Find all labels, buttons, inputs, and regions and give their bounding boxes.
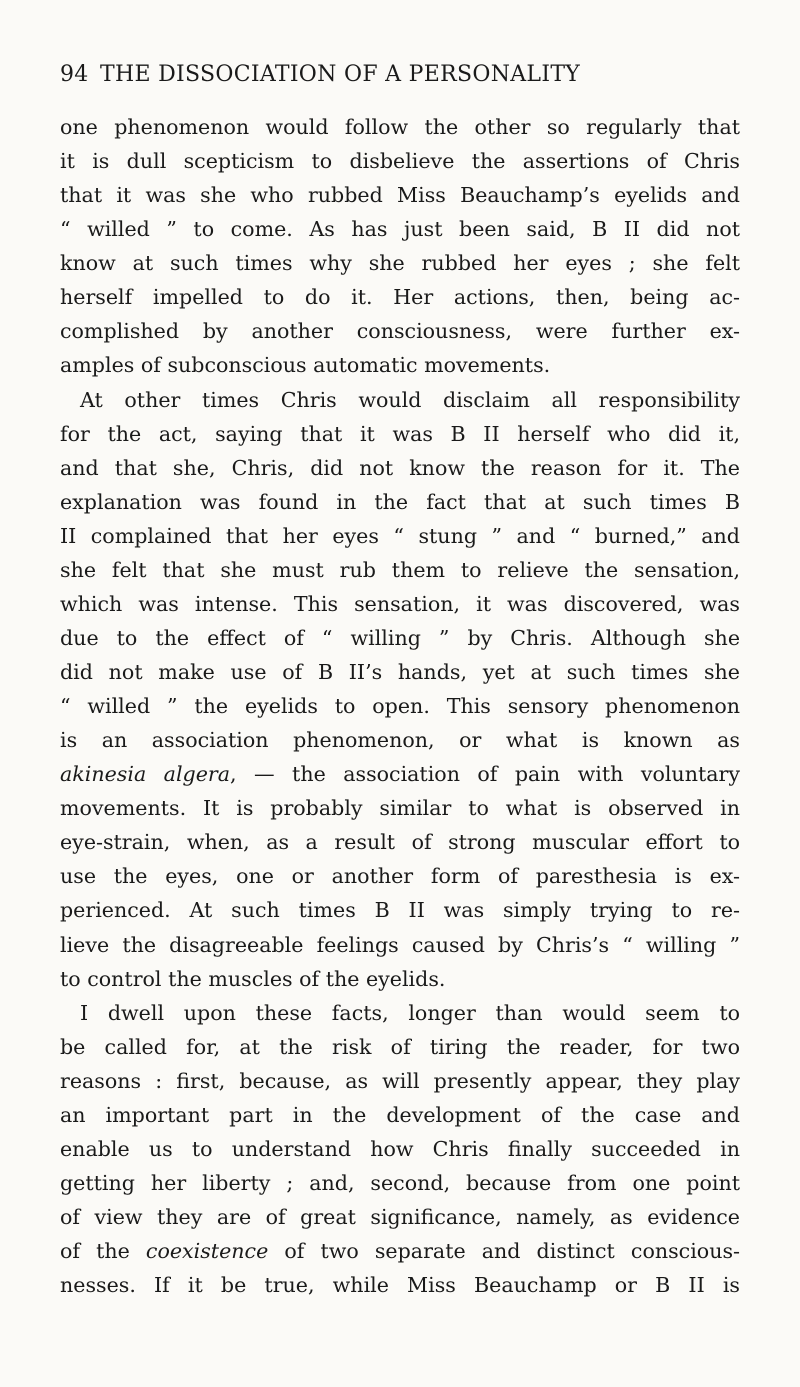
text-line xyxy=(60,144,740,178)
text-line xyxy=(60,485,740,519)
page-number: 94 xyxy=(60,62,89,87)
line-text: is an association phenomenon, or what is known as xyxy=(60,728,740,753)
line-text: to control the muscles of the eyelids. xyxy=(60,966,446,991)
line-text: that it was she who rubbed Miss Beauchamp’s eyelids and xyxy=(60,183,740,208)
line-text: it is dull scepticism to disbelieve the assertions of Chris xyxy=(60,149,740,174)
line-text: eye-strain, when, as a result of strong muscular effort to xyxy=(60,830,740,855)
text-line xyxy=(60,553,740,587)
line-text: enable us to understand how Chris finally succeeded in xyxy=(60,1136,740,1161)
line-text: nesses. If it be true, while Miss Beauchamp or B II is xyxy=(60,1273,740,1298)
line-text: herself impelled to do it. Her actions, then, being ac- xyxy=(60,285,740,310)
line-text: use the eyes, one or another form of paresthesia is ex- xyxy=(60,864,740,889)
italic-term: coexistence xyxy=(145,1239,269,1264)
running-header xyxy=(60,60,740,90)
text-line xyxy=(60,451,740,485)
line-text: explanation was found in the fact that at such times B xyxy=(60,489,740,514)
italic-term: akinesia algera xyxy=(60,762,231,787)
line-text: of the xyxy=(60,1239,146,1264)
text-line xyxy=(60,1064,740,1098)
line-text: At other times Chris would disclaim all responsibility xyxy=(80,387,740,412)
text-line xyxy=(60,1030,740,1064)
text-line xyxy=(60,1166,740,1200)
line-text: amples of subconscious automatic movements. xyxy=(60,353,551,378)
line-text: perienced. At such times B II was simply trying to re- xyxy=(60,898,740,923)
text-line xyxy=(60,928,740,962)
text-line xyxy=(60,110,740,144)
text-line xyxy=(60,655,740,689)
line-text: which was intense. This sensation, it was discovered, was xyxy=(60,591,740,616)
line-text: “ willed ” the eyelids to open. This sensory phenomenon xyxy=(60,694,740,719)
text-line xyxy=(60,417,740,451)
text-line xyxy=(60,348,740,382)
line-text: “ willed ” to come. As has just been said, B II did not xyxy=(60,217,740,242)
line-text: II complained that her eyes “ stung ” and “ burned,” and xyxy=(60,523,740,548)
line-text: of view they are of great significance, namely, as evidence xyxy=(60,1205,740,1229)
text-line xyxy=(60,519,740,553)
text-line xyxy=(60,689,740,723)
text-line xyxy=(60,587,740,621)
text-line xyxy=(60,314,740,348)
text-line xyxy=(60,1200,740,1234)
line-text: getting her liberty ; and, second, because from one point xyxy=(60,1170,740,1195)
line-text: lieve the disagreeable feelings caused by Chris’s “ willing ” xyxy=(60,932,740,957)
line-text: an important part in the development of the case and xyxy=(60,1102,740,1127)
text-line xyxy=(60,621,740,655)
running-title: THE DISSOCIATION OF A PERSONALITY xyxy=(100,62,581,87)
text-line xyxy=(60,246,740,280)
text-line xyxy=(60,1098,740,1132)
text-line xyxy=(60,859,740,893)
text-line xyxy=(60,178,740,212)
text-line xyxy=(60,1234,740,1268)
text-line xyxy=(60,280,740,314)
text-line xyxy=(60,996,740,1030)
line-text: complished by another consciousness, were further ex- xyxy=(60,319,740,344)
text-line xyxy=(60,791,740,825)
line-text: did not make use of B II’s hands, yet at such times she xyxy=(60,660,740,684)
line-text: due to the effect of “ willing ” by Chris. Although she xyxy=(60,625,740,650)
line-text: be called for, at the risk of tiring the reader, for two xyxy=(60,1034,740,1059)
line-text: I dwell upon these facts, longer than would seem to xyxy=(80,1000,740,1025)
text-line xyxy=(60,757,740,791)
line-text: for the act, saying that it was B II herself who did it, xyxy=(60,421,740,446)
line-text: , — the association of pain with voluntary xyxy=(230,762,740,787)
text-line xyxy=(60,893,740,927)
line-text: of two separate and distinct conscious- xyxy=(268,1239,740,1264)
line-text: reasons : first, because, as will presently appear, they play xyxy=(60,1068,740,1093)
line-text: one phenomenon would follow the other so regularly that xyxy=(60,115,740,139)
text-line xyxy=(60,383,740,417)
line-text: movements. It is probably similar to what is observed in xyxy=(60,796,740,821)
line-text: and that she, Chris, did not know the reason for it. The xyxy=(60,455,740,480)
body-text xyxy=(60,110,740,1302)
text-line xyxy=(60,212,740,246)
text-line xyxy=(60,723,740,757)
text-line xyxy=(60,825,740,859)
line-text: know at such times why she rubbed her eyes ; she felt xyxy=(60,251,740,276)
text-line xyxy=(60,1268,740,1302)
text-line xyxy=(60,1132,740,1166)
line-text: she felt that she must rub them to relieve the sensation, xyxy=(60,557,740,582)
text-line xyxy=(60,962,740,996)
